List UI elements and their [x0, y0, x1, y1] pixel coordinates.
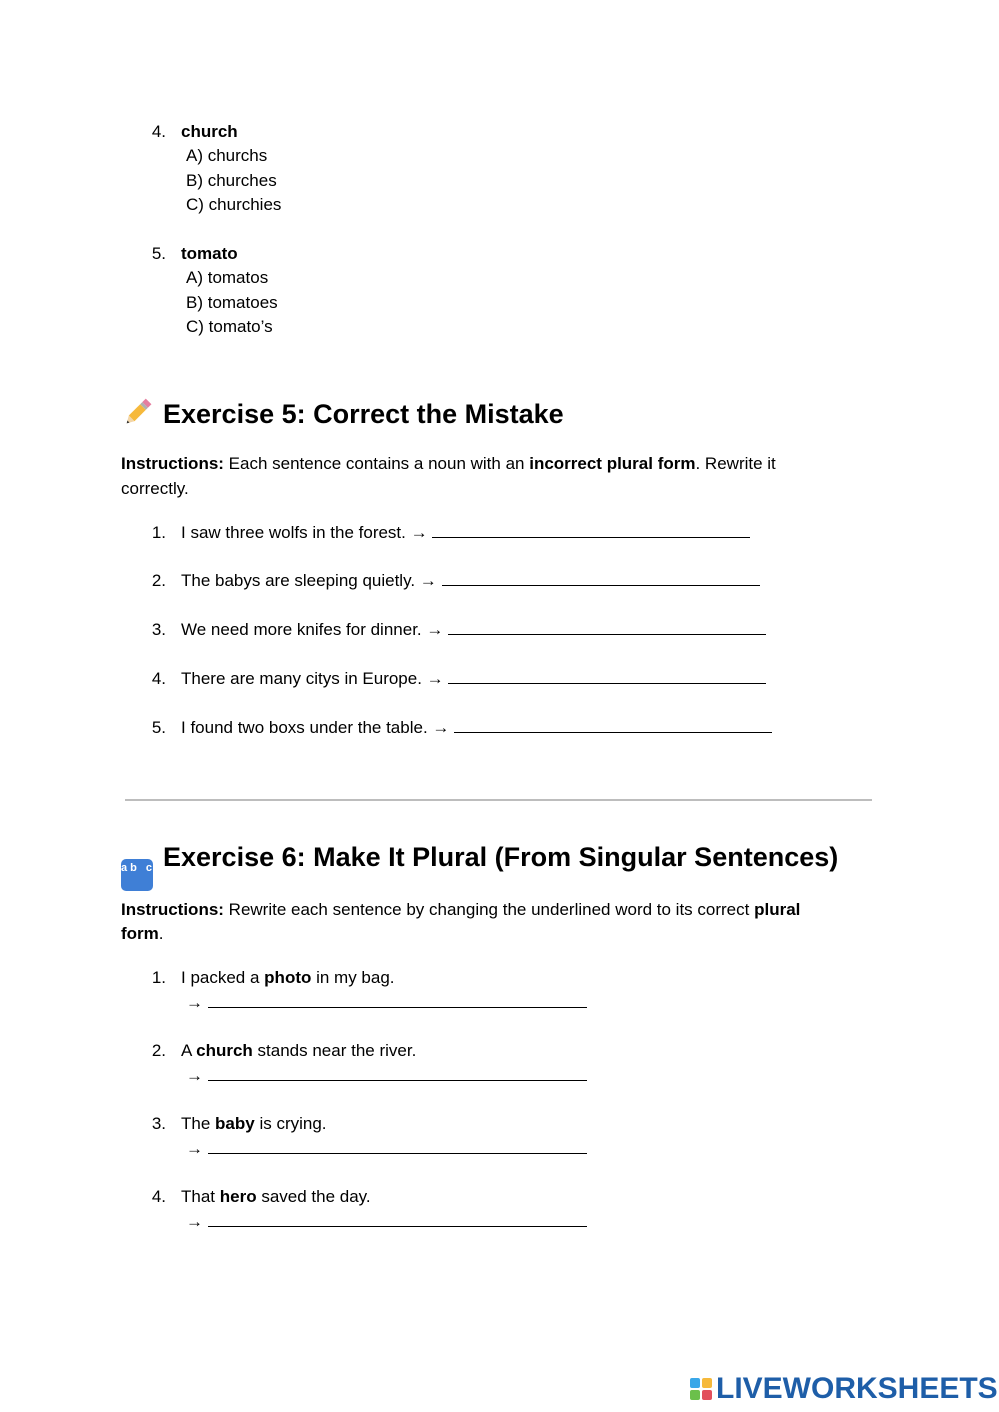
logo-text: LIVEWORKSHEETS: [716, 1372, 998, 1405]
answer-blank[interactable]: [208, 1212, 587, 1227]
item-number: 3.: [151, 620, 166, 639]
list-item: I packed a photo in my bag.: [181, 968, 395, 987]
item-number: 3.: [151, 1114, 166, 1133]
answer-blank[interactable]: [432, 523, 750, 538]
list-item: The babys are sleeping quietly. →: [181, 570, 760, 592]
exercise6-heading: [121, 840, 838, 891]
exercise6-instructions: Instructions: Rewrite each sentence by changing the underlined word to its correct plural: [121, 900, 801, 919]
answer-blank[interactable]: [208, 1066, 587, 1081]
exercise5-heading: [121, 395, 564, 431]
item-number: 1.: [151, 523, 166, 542]
answer-blank[interactable]: [208, 993, 587, 1008]
list-item: I saw three wolfs in the forest. →: [181, 522, 750, 544]
option-a[interactable]: A) tomatos: [186, 268, 269, 287]
pencil-icon: [121, 395, 155, 429]
question-number: 5.: [151, 244, 166, 263]
liveworksheets-logo-icon: [690, 1378, 712, 1400]
answer-blank[interactable]: [208, 1139, 587, 1154]
option-b[interactable]: B) tomatoes: [186, 293, 278, 312]
exercise5-title: Exercise 5: Correct the Mistake: [163, 399, 564, 429]
item-number: 1.: [151, 968, 166, 987]
exercise5-instructions-line2: correctly.: [121, 479, 189, 498]
item-number: 4.: [151, 669, 166, 688]
option-b[interactable]: B) churches: [186, 171, 277, 190]
answer-blank[interactable]: [442, 571, 760, 586]
answer-blank[interactable]: [448, 620, 766, 635]
answer-line: →: [186, 1138, 587, 1160]
answer-line: →: [186, 1065, 587, 1087]
question-word: tomato: [181, 244, 238, 263]
exercise6-instructions-line2: form.: [121, 924, 164, 943]
item-number: 2.: [151, 571, 166, 590]
option-c[interactable]: C) tomato’s: [186, 317, 273, 336]
answer-blank[interactable]: [448, 669, 766, 684]
question-number: 4.: [151, 122, 166, 141]
question-word: church: [181, 122, 238, 141]
exercise6-title: Exercise 6: Make It Plural (From Singular Sentences): [163, 842, 839, 872]
list-item: A church stands near the river.: [181, 1041, 417, 1060]
option-a[interactable]: A) churchs: [186, 146, 268, 165]
answer-blank[interactable]: [454, 718, 772, 733]
item-number: 5.: [151, 718, 166, 737]
exercise5-instructions: Instructions: Each sentence contains a noun with an incorrect plural form. Rewrite it: [121, 454, 776, 473]
section-divider: [125, 799, 872, 801]
abcd-letters-icon: ab cd: [121, 859, 153, 891]
list-item: There are many citys in Europe. →: [181, 668, 766, 690]
list-item: I found two boxs under the table. →: [181, 717, 772, 739]
list-item: The baby is crying.: [181, 1114, 327, 1133]
answer-line: →: [186, 1211, 587, 1233]
item-number: 4.: [151, 1187, 166, 1206]
item-number: 2.: [151, 1041, 166, 1060]
answer-line: →: [186, 992, 587, 1014]
list-item: We need more knifes for dinner. →: [181, 619, 766, 641]
liveworksheets-logo[interactable]: [690, 1372, 998, 1406]
list-item: That hero saved the day.: [181, 1187, 371, 1206]
option-c[interactable]: C) churchies: [186, 195, 282, 214]
